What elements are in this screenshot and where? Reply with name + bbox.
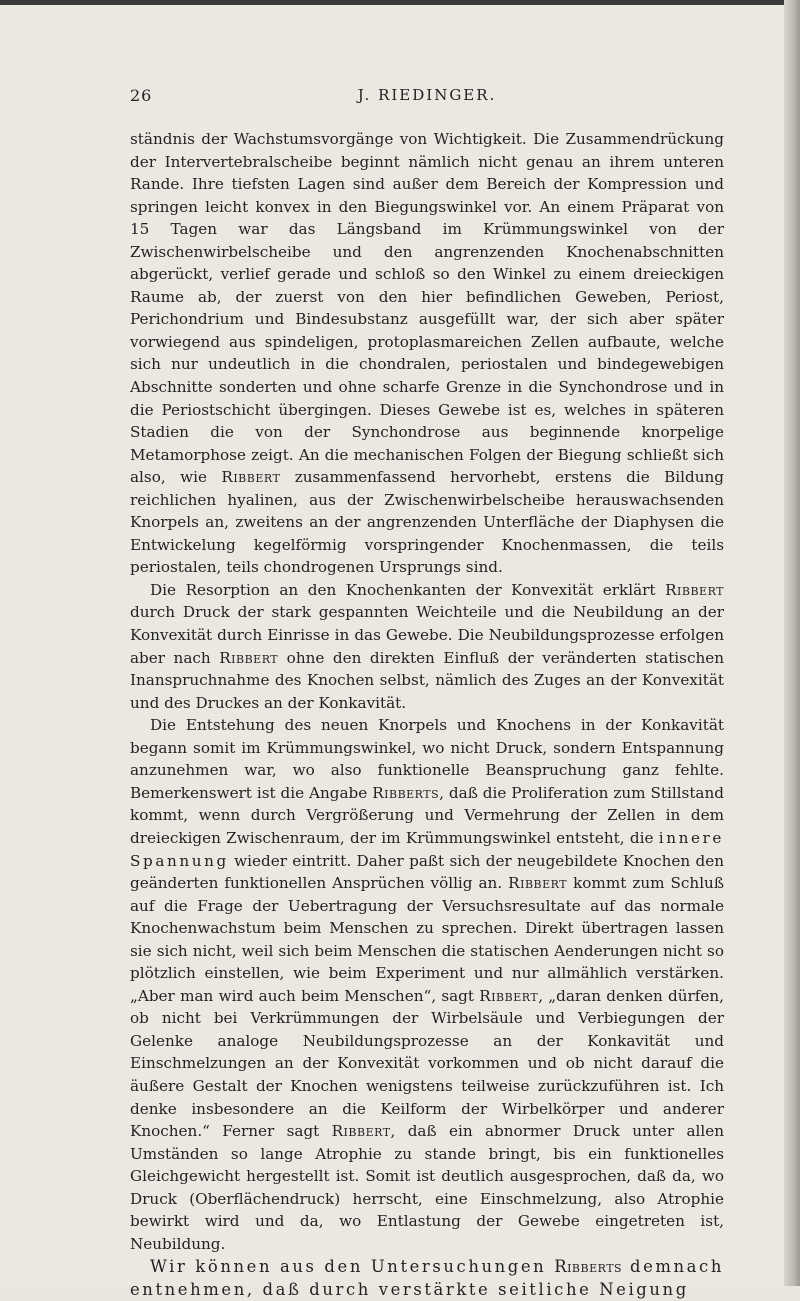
paragraph-2: Die Resorption an den Knochenkanten der Konvexität erklärt Ribbert durch Druck der stark gespannten Weichteile und die Neubildung an der Konvexität durch Einrisse in das Gewebe. Die Neubildungsprozesse erfolgen aber nach Ribbert ohne den direkten Einfluß der veränderten statischen Inanspruchnahme des Knochen selbst, nämlich des Zuges an der Konvexität und des Druckes an der Konkavität.: [130, 580, 725, 712]
author-name: Ribbert: [331, 1122, 391, 1141]
author-name: Ribbert: [221, 468, 281, 487]
paragraph-1: ständnis der Wachstumsvorgänge von Wichtigkeit. Die Zusammendrückung der Intervertebralscheibe beginnt nämlich nicht genau an ihrem unteren Rande. Ihre tiefsten Lagen sind außer dem Bereich der Kompression und springen leicht konvex in den Biegungswinkel vor. An einem Präparat von 15 Tagen war das Längsband im Krümmungswinkel von der Zwischenwirbelscheibe und den angrenzenden Knochenabschnitten abgerückt, verlief gerade und schloß so den Winkel zu einem dreieckigen Raume ab, der zuerst von den hier befindlichen Geweben, Periost, Perichondrium und Bindesubstanz ausgefüllt war, der sich aber später vorwiegend aus spindeligen, protoplasmareichen Zellen aufbaute, welche sich nur undeutlich in die chondralen, periostalen und bindegewebigen Abschnitte sonderten und ohne scharfe Grenze in die Synchondrose und in die Periostschicht übergingen. Dieses Gewebe ist es, welches in späteren Stadien die von der Synchondrose aus beginnende knorpelige Metamorphose zeigt. An die mechanischen Folgen der Biegung schließt sich also, wie Ribbert zusammenfassend hervorhebt, erstens die Bildung reichlichen hyalinen, aus der Zwischenwirbelscheibe herauswachsenden Knorpels an, zweitens an der angrenzenden Unterfläche der Diaphysen die Entwickelung kegelförmig vorspringender Knochenmassen, die teils periostalen, teils chondrogenen Ursprungs sind.: [130, 130, 724, 577]
emphasis-spaced: innere Spannung: [130, 828, 724, 870]
running-head: J. RIEDINGER.: [357, 86, 497, 104]
author-name: Ribbert: [508, 874, 568, 893]
author-name: Ribberts: [554, 1257, 623, 1277]
top-border: [0, 0, 800, 5]
author-name: Ribberts: [372, 783, 440, 802]
author-name: Ribbert: [219, 648, 279, 667]
author-name: Ribbert: [479, 986, 539, 1005]
paragraph-4: Wir können aus den Untersuchungen Ribberts demnach entnehmen, daß durch verstärkte seitliche Neigung: [130, 1257, 724, 1300]
page-number: 26: [130, 86, 153, 105]
paragraph-3: Die Entstehung des neuen Knorpels und Knochens in der Konkavität begann somit im Krümmungswinkel, wo nicht Druck, sondern Entspannung anzunehmen war, wo also funktionelle Beanspruchung ganz fehlte. Bemerkenswert ist die Angabe Ribberts, daß die Proliferation zum Stillstand kommt, wenn durch Vergrößerung und Vermehrung der Zellen in dem dreieckigen Zwischenraum, der im Krümmungswinkel entsteht, die innere Spannung wieder eintritt. Daher paßt sich der neugebildete Knochen den geänderten funktionellen Ansprüchen völlig an. Ribbert kommt zum Schluß auf die Frage der Uebertragung der Versuchsresultate auf das normale Knochenwachstum beim Menschen zu sprechen. Direkt übertragen lassen sie sich nicht, weil sich beim Menschen die statischen Aenderungen nicht so plötzlich einstellen, wie beim Experiment und nur allmählich verstärken. „Aber man wird auch beim Menschen“, sagt Ribbert, „daran denken dürfen, ob nicht bei Verkrümmungen der Wirbelsäule und Verbiegungen der Gelenke analoge Neubildungsprozesse an der Konkavität und Einschmelzungen an der Konvexität vorkommen und ob nicht darauf die äußere Gestalt der Knochen wenigstens teilweise zurückzuführen ist. Ich denke insbesondere an die Keilform der Wirbelkörper und anderer Knochen.“ Ferner sagt Ribbert, daß ein abnormer Druck unter allen Umständen so lange Atrophie zu stande bringt, bis ein funktionelles Gleichgewicht hergestellt ist. Somit ist deutlich ausgesprochen, daß da, wo Druck (Oberflächendruck) herrscht, eine Einschmelzung, also Atrophie bewirkt wird und da, wo Entlastung der Gewebe eingetreten ist, Neubildung.: [130, 716, 724, 1253]
author-name: Ribbert: [665, 580, 724, 599]
final-paragraph: [130, 1255, 724, 1301]
page-edge-shadow: [784, 0, 800, 1286]
page-header: [130, 86, 724, 108]
body-text: [130, 128, 724, 1301]
